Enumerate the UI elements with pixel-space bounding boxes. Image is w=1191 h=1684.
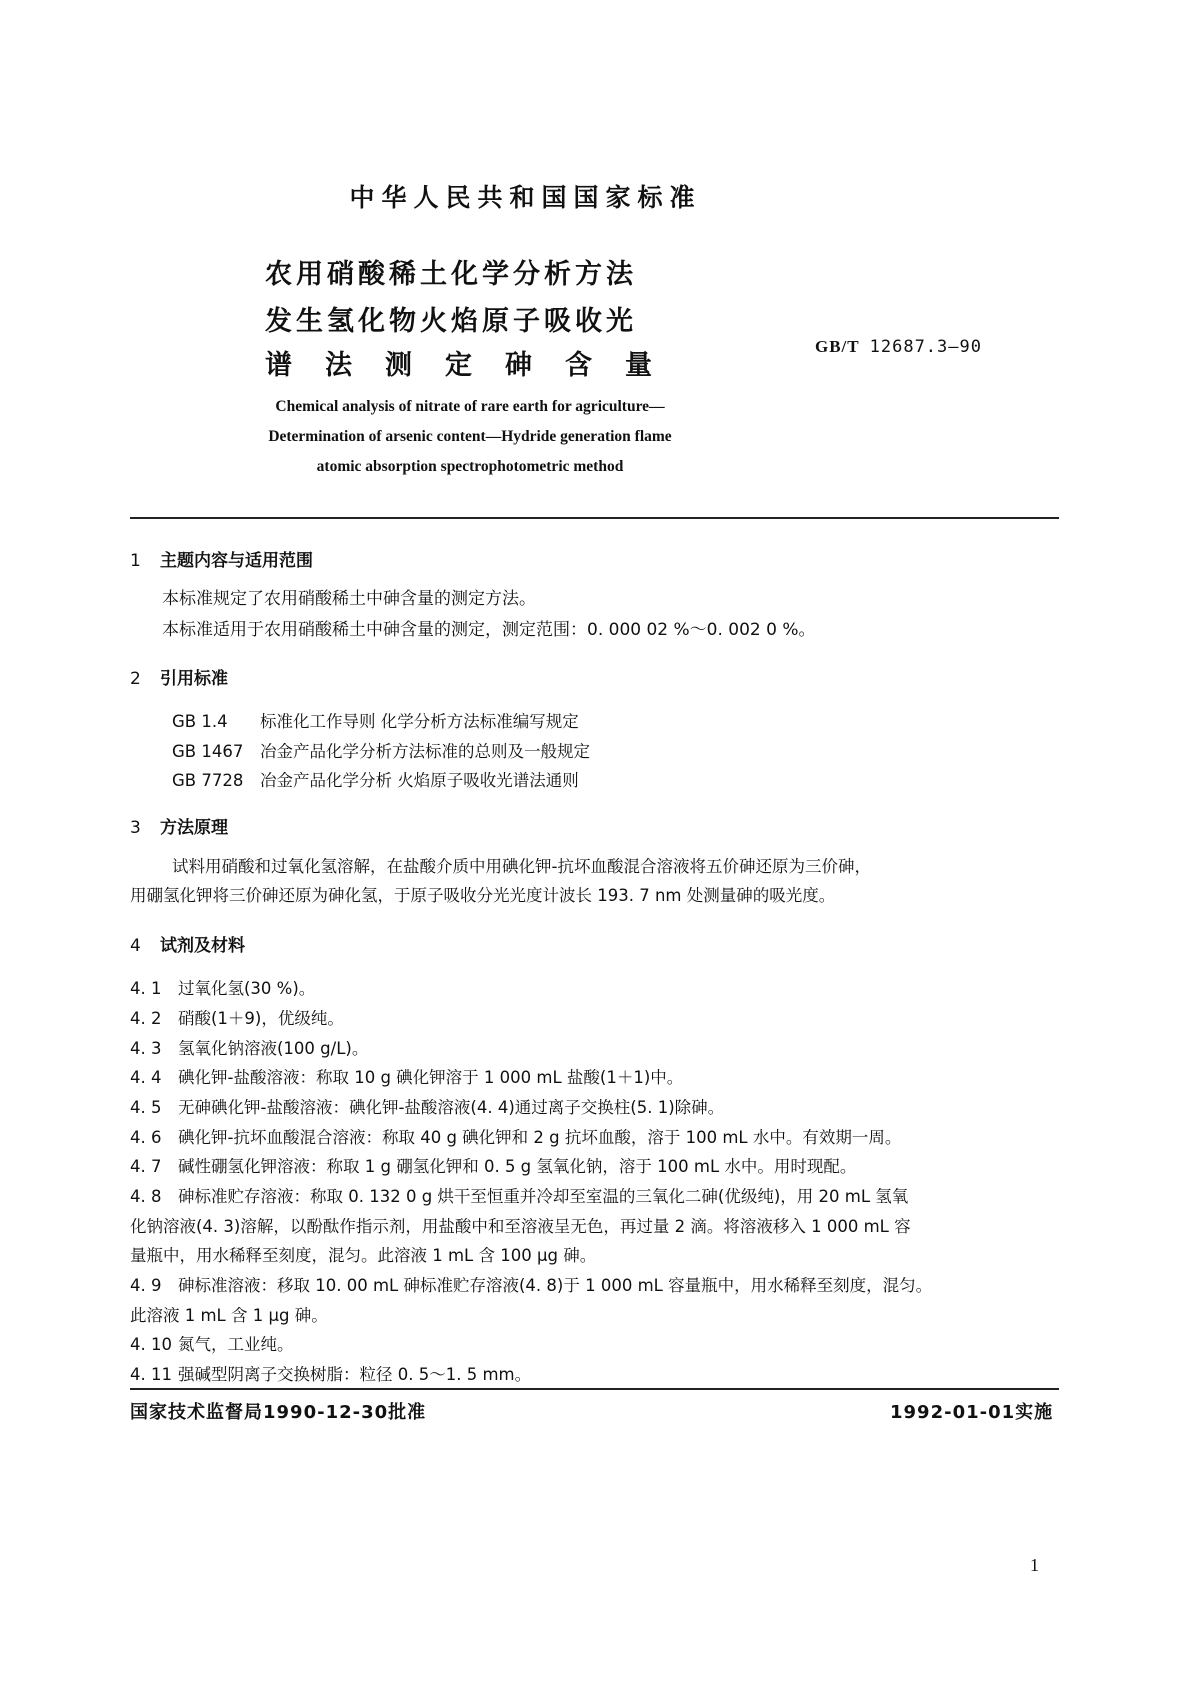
reference-item: GB 1467 冶金产品化学分析方法标准的总则及一般规定: [172, 742, 590, 761]
reagent-item: 4. 4 碘化钾-盐酸溶液：称取 10 g 碘化钾溶于 1 000 mL 盐酸(1＋1)中。: [130, 1068, 684, 1087]
reagent-item: 4. 7 碱性硼氢化钾溶液：称取 1 g 硼氢化钾和 0. 5 g 氢氧化钠，溶于 100 mL 水中。用时现配。: [130, 1157, 857, 1176]
chinese-title-line-3: 谱法测定砷含量: [265, 350, 685, 381]
header-divider: [130, 517, 1059, 519]
section-3-line: 用硼氢化钾将三价砷还原为砷化氢，于原子吸收分光光度计波长 193. 7 nm 处测量砷的吸光度。: [130, 886, 836, 905]
standard-number: GB/T 12687.3—90: [815, 337, 982, 357]
english-title-line-3: atomic absorption spectrophotometric method: [316, 458, 624, 475]
reagent-item: 4. 10 氮气，工业纯。: [130, 1335, 294, 1354]
reagent-item: 4. 9 砷标准溶液：移取 10. 00 mL 砷标准贮存溶液(4. 8)于 1 000 mL 容量瓶中，用水稀释至刻度，混匀。: [130, 1276, 933, 1295]
section-heading-1: 1 主题内容与适用范围: [130, 551, 313, 571]
reagent-item: 4. 1 过氧化氢(30 %)。: [130, 979, 316, 998]
reagent-item: 4. 3 氢氧化钠溶液(100 g/L)。: [130, 1039, 369, 1058]
reagent-item-continuation: 化钠溶液(4. 3)溶解，以酚酞作指示剂，用盐酸中和至溶液呈无色，再过量 2 滴。将溶液移入 1 000 mL 容: [130, 1217, 911, 1236]
reagent-item: 4. 6 碘化钾-抗坏血酸混合溶液：称取 40 g 碘化钾和 2 g 抗坏血酸，溶于 100 mL 水中。有效期一周。: [130, 1128, 902, 1147]
section-3-line: 试料用硝酸和过氧化氢溶解，在盐酸介质中用碘化钾-抗坏血酸混合溶液将五价砷还原为三价砷，: [172, 857, 871, 876]
english-title-line-1: Chemical analysis of nitrate of rare earth for agriculture—: [275, 398, 665, 415]
reagent-item: 4. 11 强碱型阴离子交换树脂：粒径 0. 5～1. 5 mm。: [130, 1365, 532, 1384]
section-heading-2: 2 引用标准: [130, 669, 228, 689]
section-heading-3: 3 方法原理: [130, 818, 228, 838]
reagent-item: 4. 2 硝酸(1＋9)，优级纯。: [130, 1009, 344, 1028]
chinese-title-line-2: 发生氢化物火焰原子吸收光: [265, 306, 637, 337]
reference-item: GB 1.4 标准化工作导则 化学分析方法标准编写规定: [172, 712, 579, 731]
page-number: 1: [1030, 1555, 1039, 1575]
reagent-item-continuation: 此溶液 1 mL 含 1 μg 砷。: [130, 1306, 328, 1325]
approval-statement: 国家技术监督局1990-12-30批准: [130, 1402, 427, 1423]
section-1-paragraph: 本标准规定了农用硝酸稀土中砷含量的测定方法。: [162, 589, 536, 609]
chinese-title-line-1: 农用硝酸稀土化学分析方法: [265, 259, 637, 290]
effective-date: 1992-01-01实施: [890, 1402, 1054, 1423]
reference-item: GB 7728 冶金产品化学分析 火焰原子吸收光谱法通则: [172, 771, 579, 790]
section-1-paragraph: 本标准适用于农用硝酸稀土中砷含量的测定，测定范围：0. 000 02 %～0. 002 0 %。: [162, 620, 816, 640]
section-heading-4: 4 试剂及材料: [130, 936, 245, 956]
reagent-item: 4. 5 无砷碘化钾-盐酸溶液：碘化钾-盐酸溶液(4. 4)通过离子交换柱(5. 1)除砷。: [130, 1098, 725, 1117]
reagent-item-continuation: 量瓶中，用水稀释至刻度，混匀。此溶液 1 mL 含 100 μg 砷。: [130, 1246, 597, 1265]
national-standard-banner: 中华人民共和国国家标准: [349, 183, 702, 212]
footer-divider: [130, 1388, 1059, 1390]
english-title-line-2: Determination of arsenic content—Hydride generation flame: [268, 428, 672, 445]
reagent-item: 4. 8 砷标准贮存溶液：称取 0. 132 0 g 烘干至恒重并冷却至室温的三氧化二砷(优级纯)，用 20 mL 氢氧: [130, 1187, 909, 1206]
